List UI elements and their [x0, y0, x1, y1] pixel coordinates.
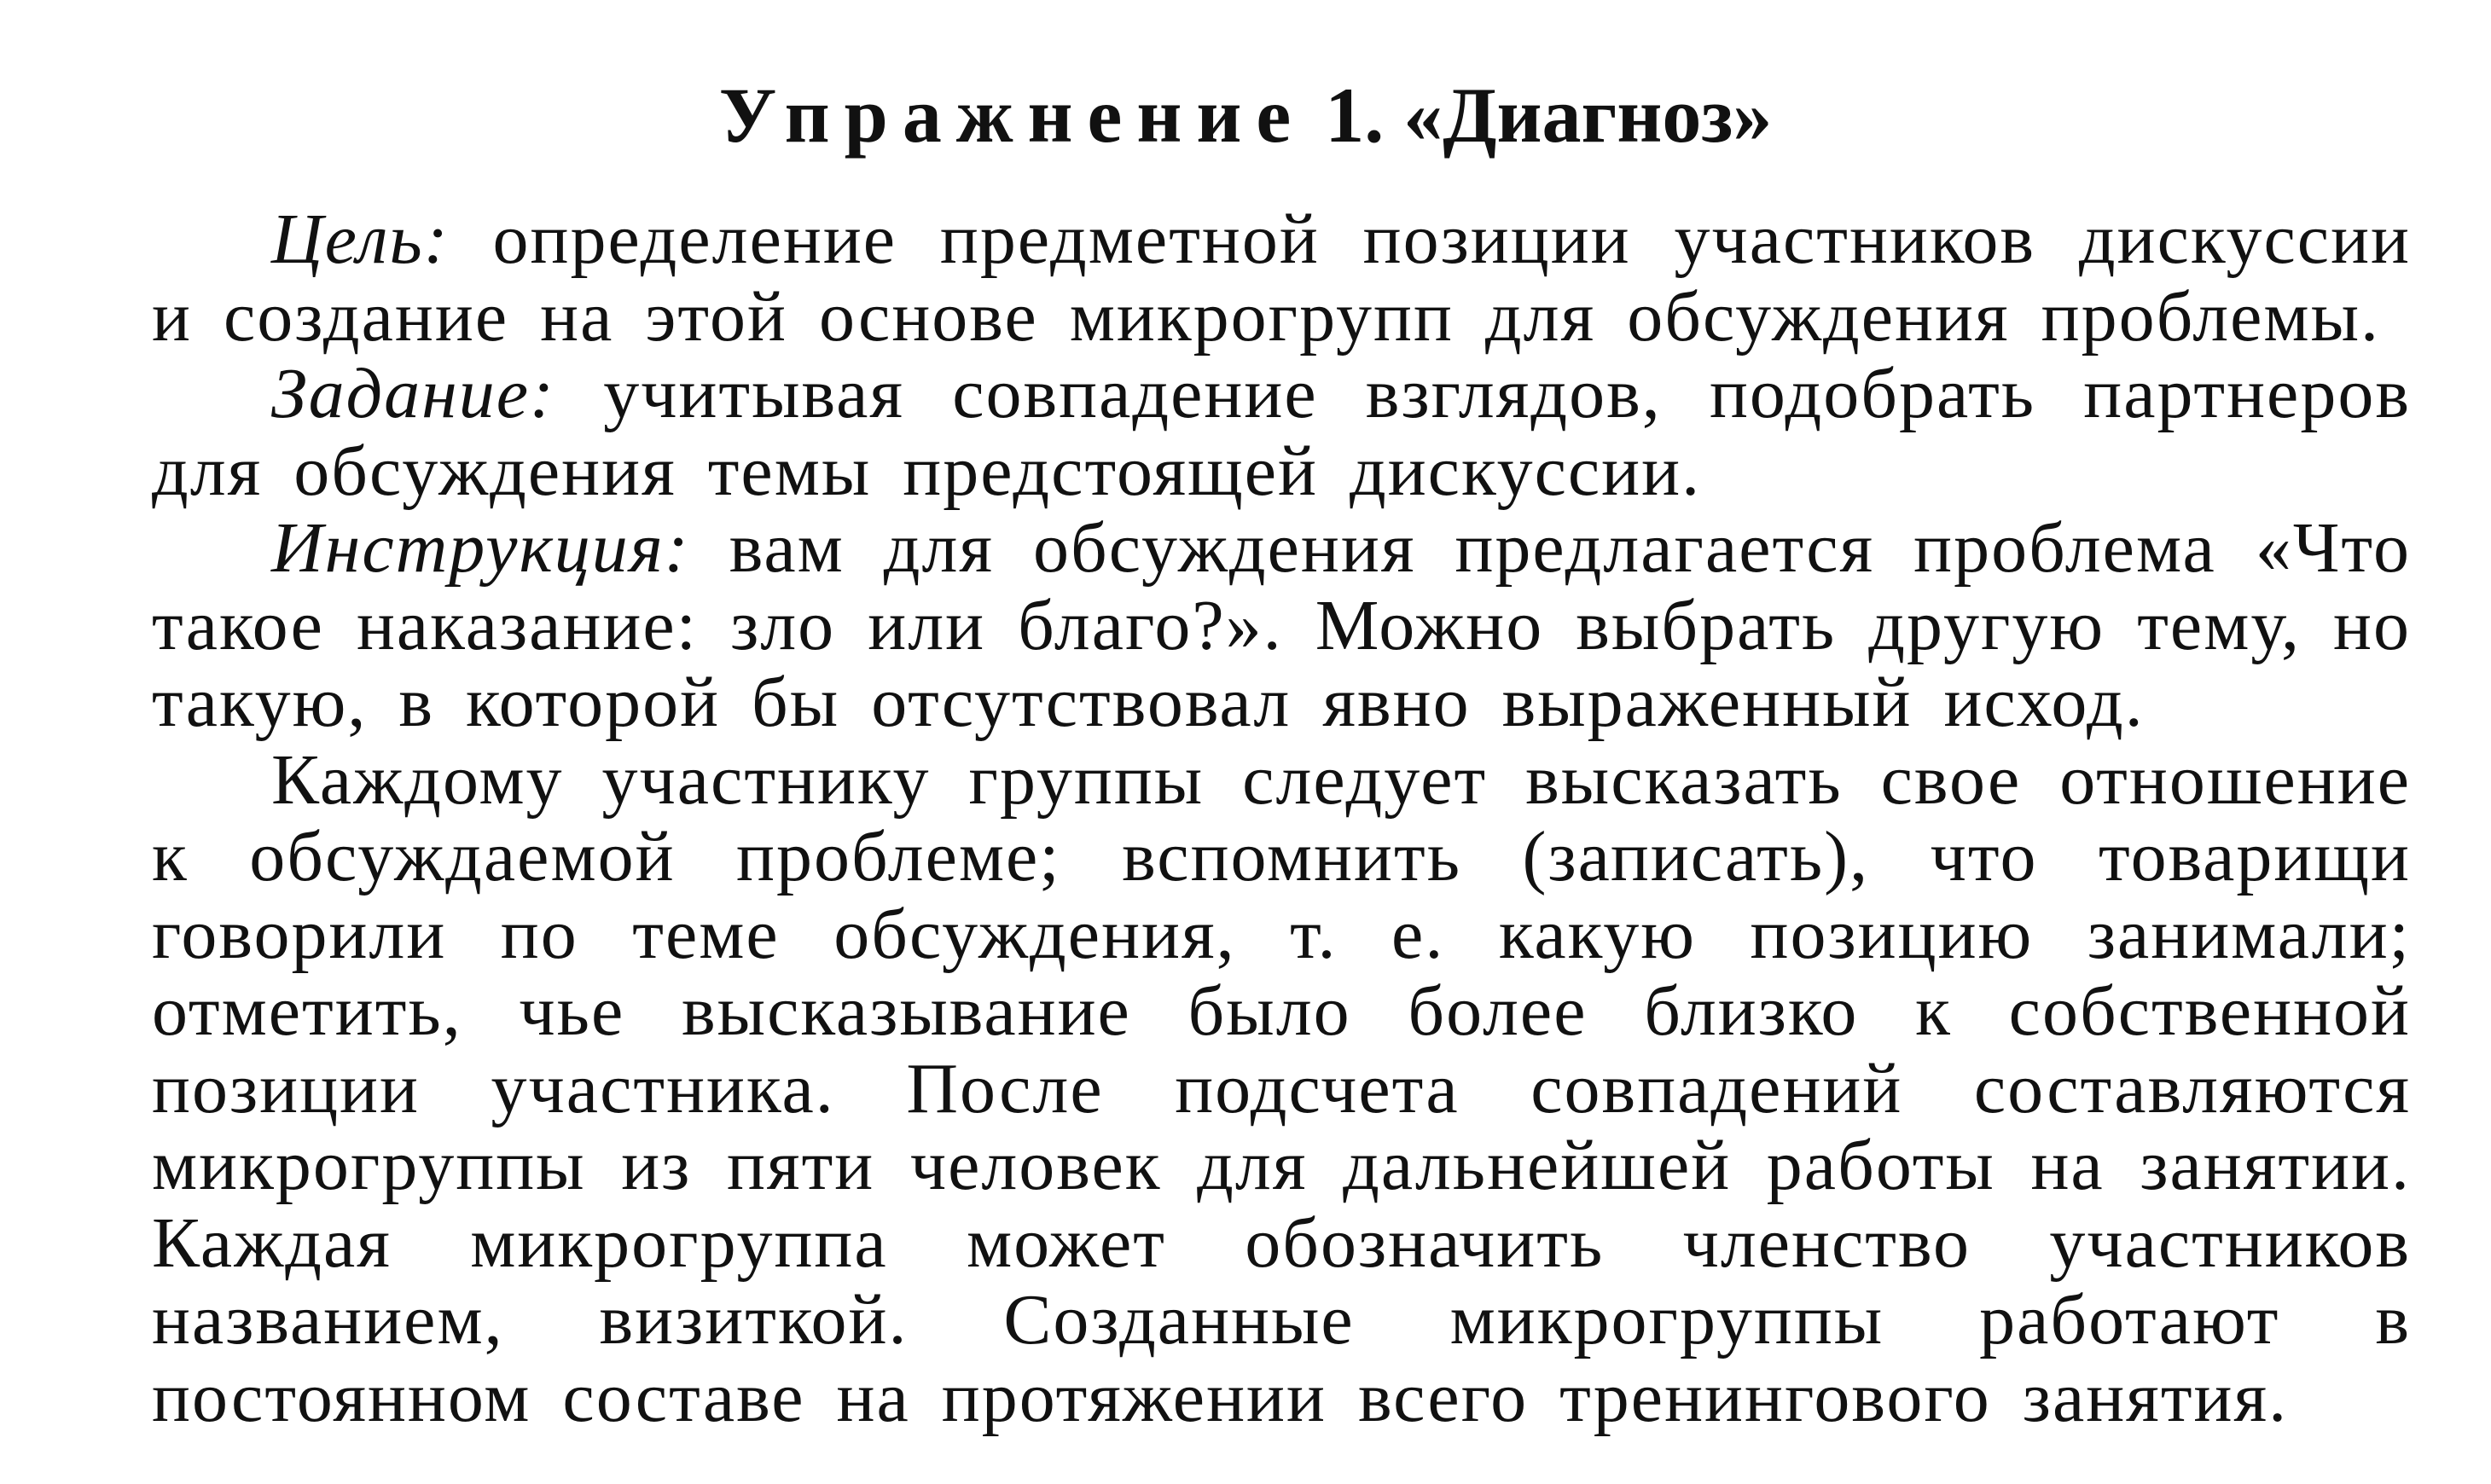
exercise-title-word: Упражнение: [718, 72, 1306, 159]
instruction-text: вам для обсуждения предлагается проблема «Что такое наказание: зло или благо?». Можно выбрать другую тему, но такую, в которой бы отсутствовал явно выраженный исход.: [152, 508, 2412, 742]
paragraph-goal: [152, 201, 2411, 356]
exercise-title-name: 1. «Диагноз»: [1325, 72, 1773, 159]
paragraph-instruction: [152, 510, 2411, 742]
exercise-title: [0, 68, 2491, 162]
instruction-label: Инструкция:: [271, 508, 690, 588]
task-label: Задание:: [271, 354, 556, 433]
paragraph-description: [152, 739, 2411, 1437]
goal-label: Цель:: [271, 200, 450, 279]
paragraph-task: [152, 356, 2411, 510]
description-text: Каждому участнику группы следует высказать свое отношение к обсуждаемой проблеме; вспомнить (записать), что товарищи говорили по теме обсуждения, т. е. какую позицию занимали; отметить, чье высказывание было более близко к собственной позиции участника. После подсчета совпадений составляются микрогруппы из пяти человек для дальнейшей работы на занятии. Каждая микрогруппа может обозначить членство участников названием, визиткой. Созданные микрогруппы работают в постоянном составе на протяжении всего тренингового занятия.: [152, 739, 2411, 1437]
goal-text: определение предметной позиции участников дискуссии и создание на этой основе микрогрупп для обсуждения проблемы.: [152, 200, 2411, 357]
body-text: [152, 201, 2411, 1436]
task-text: учитывая совпадение взглядов, подобрать партнеров для обсуждения темы предстоящей дискуссии.: [152, 354, 2412, 511]
